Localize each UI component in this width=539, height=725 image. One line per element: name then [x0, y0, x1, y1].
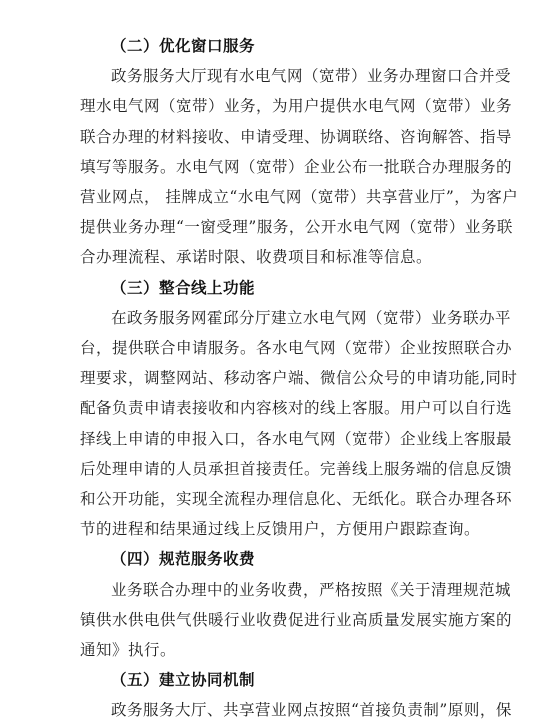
paragraph-line: 合办理流程、承诺时限、收费项目和标准等信息。	[80, 248, 433, 267]
paragraph-line: 择线上申请的申报入口，各水电气网（宽带）企业线上客服最	[80, 429, 513, 448]
paragraph-line: 镇供水供电供气供暖行业收费促进行业高质量发展实施方案的	[80, 610, 513, 629]
paragraph-line: 在政务服务网霍邱分厅建立水电气网（宽带）业务联办平	[111, 308, 512, 327]
paragraph-line: 提供业务办理“一窗受理”服务，公开水电气网（宽带）业务联	[80, 218, 513, 237]
paragraph-line: 台，提供联合申请服务。各水电气网（宽带）企业按照联合办	[80, 339, 513, 357]
paragraph-line: 和公开功能，实现全流程办理信息化、无纸化。联合办理各环	[80, 490, 513, 508]
paragraph-line: 后处理申请的人员承担首接责任。完善线上服务端的信息反馈	[80, 459, 513, 478]
section-heading: （四）规范服务收费	[111, 549, 256, 569]
section-heading: （五）建立协同机制	[111, 670, 256, 690]
paragraph-line: 业务联合办理中的业务收费，严格按照《关于清理规范城	[111, 580, 512, 599]
paragraph-line: 政务服务大厅现有水电气网（宽带）业务办理窗口合并受	[111, 67, 512, 86]
paragraph-line: 填写等服务。水电气网（宽带）企业公布一批联合办理服务的	[80, 157, 513, 176]
paragraph-line: 联合办理的材料接收、申请受理、协调联络、咨询解答、指导	[80, 127, 513, 146]
paragraph-line: 理水电气网（宽带）业务，为用户提供水电气网（宽带）业务	[80, 97, 513, 116]
paragraph-line: 营业网点， 挂牌成立“水电气网（宽带）共享营业厅”，为客户	[80, 188, 519, 206]
paragraph-line: 节的进程和结果通过线上反馈用户，方便用户跟踪查询。	[80, 520, 481, 539]
paragraph-line: 政务服务大厅、共享营业网点按照“首接负责制”原则，保	[111, 701, 512, 720]
section-heading: （二）优化窗口服务	[111, 36, 256, 55]
paragraph-line: 配备负责申请表接收和内容核对的线上客服。用户可以自行选	[80, 399, 513, 418]
paragraph-line: 理要求，调整网站、移动客户端、微信公众号的申请功能,同时	[80, 369, 518, 388]
section-heading: （三）整合线上功能	[111, 277, 256, 297]
paragraph-line: 通知》执行。	[80, 641, 177, 659]
